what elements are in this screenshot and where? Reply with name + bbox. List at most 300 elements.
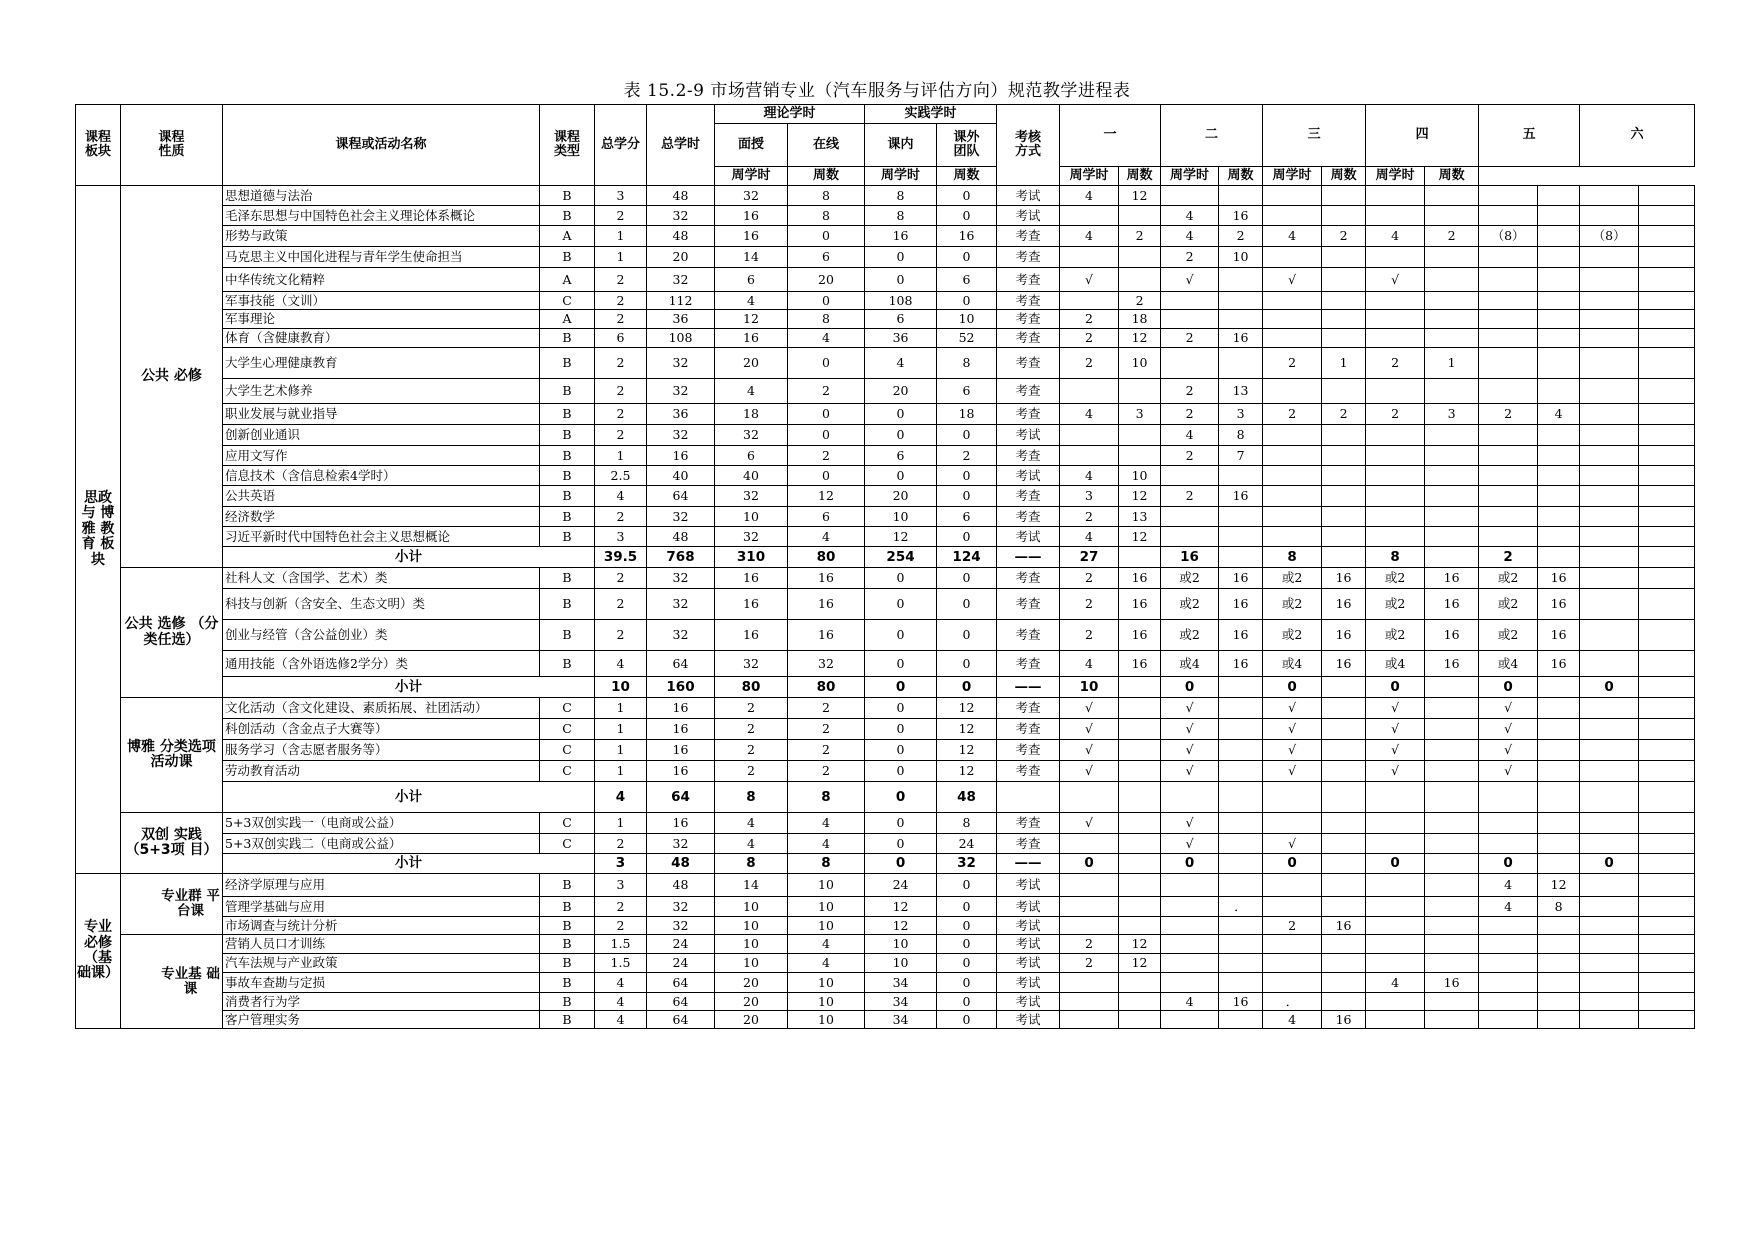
sem2-weekly-hours: 4 xyxy=(1161,993,1219,1011)
total-hours: 64 xyxy=(647,782,715,813)
face-hours: 20 xyxy=(715,1011,788,1029)
course-name: 创业与经管（含公益创业）类 xyxy=(223,620,540,651)
total-hours: 40 xyxy=(647,466,715,486)
sem1-weeks: 2 xyxy=(1119,226,1161,247)
course-name: 军事技能（文训） xyxy=(223,292,540,310)
sem3-weekly-hours: √ xyxy=(1263,761,1322,782)
course-type: C xyxy=(540,719,595,740)
sem3-weekly-hours xyxy=(1263,527,1322,547)
exam-method: 考查 xyxy=(997,698,1060,719)
sem2-weeks xyxy=(1219,547,1263,568)
sem1-weekly-hours: 2 xyxy=(1060,507,1119,527)
inclass-hours: 0 xyxy=(865,620,937,651)
sem3-weekly-hours: 8 xyxy=(1263,547,1322,568)
sem1-weeks: 18 xyxy=(1119,310,1161,329)
sem1-weeks: 12 xyxy=(1119,954,1161,973)
sem1-weekly-hours xyxy=(1060,897,1119,917)
header-sem3-weekly-hours: 周学时 xyxy=(1060,167,1119,186)
table-row xyxy=(76,651,1695,677)
sem4-weeks: 16 xyxy=(1425,589,1479,620)
course-name: 科创活动（含金点子大赛等） xyxy=(223,719,540,740)
sem5-weekly-hours xyxy=(1479,329,1538,348)
course-type: B xyxy=(540,589,595,620)
sem4-weekly-hours: 或2 xyxy=(1366,568,1425,589)
sem6-weekly-hours xyxy=(1580,761,1639,782)
inclass-hours: 10 xyxy=(865,507,937,527)
course-name: 形势与政策 xyxy=(223,226,540,247)
sem2-weeks xyxy=(1219,698,1263,719)
sem6-weeks xyxy=(1639,379,1695,404)
sem6-weeks xyxy=(1639,834,1695,854)
sem5-weekly-hours xyxy=(1479,247,1538,268)
course-name: 中华传统文化精粹 xyxy=(223,268,540,292)
sem3-weeks xyxy=(1322,186,1366,206)
sem4-weekly-hours: 或2 xyxy=(1366,620,1425,651)
total-hours: 16 xyxy=(647,813,715,834)
course-type: C xyxy=(540,761,595,782)
sem6-weekly-hours xyxy=(1580,620,1639,651)
sem3-weekly-hours xyxy=(1263,486,1322,507)
sem2-weekly-hours: 4 xyxy=(1161,425,1219,446)
exam-method: 考查 xyxy=(997,310,1060,329)
sem2-weekly-hours xyxy=(1161,186,1219,206)
total-hours: 64 xyxy=(647,486,715,507)
sem5-weeks: 8 xyxy=(1538,897,1580,917)
total-hours: 32 xyxy=(647,568,715,589)
sem2-weeks xyxy=(1219,268,1263,292)
sem4-weekly-hours xyxy=(1366,813,1425,834)
sem1-weekly-hours xyxy=(1060,206,1119,226)
sem3-weeks: 1 xyxy=(1322,348,1366,379)
sem6-weeks xyxy=(1639,247,1695,268)
sem5-weeks: 4 xyxy=(1538,404,1580,425)
exam-method: 考试 xyxy=(997,973,1060,993)
sem3-weeks: 16 xyxy=(1322,651,1366,677)
face-hours: 10 xyxy=(715,954,788,973)
sem1-weekly-hours xyxy=(1060,292,1119,310)
sem5-weeks xyxy=(1538,719,1580,740)
sem6-weekly-hours xyxy=(1580,935,1639,954)
face-hours: 80 xyxy=(715,677,788,698)
sem2-weekly-hours: 2 xyxy=(1161,379,1219,404)
exam-method: 考试 xyxy=(997,466,1060,486)
sem1-weekly-hours: 2 xyxy=(1060,620,1119,651)
sem1-weeks xyxy=(1119,379,1161,404)
sem6-weekly-hours xyxy=(1580,310,1639,329)
sem6-weeks xyxy=(1639,954,1695,973)
sem5-weekly-hours: （8） xyxy=(1479,226,1538,247)
sem4-weeks xyxy=(1425,379,1479,404)
inclass-hours: 254 xyxy=(865,547,937,568)
total-hours: 16 xyxy=(647,761,715,782)
extra-team-hours: 12 xyxy=(937,719,997,740)
online-hours: 4 xyxy=(788,954,865,973)
extra-team-hours: 0 xyxy=(937,292,997,310)
table-row xyxy=(76,329,1695,348)
credits: 1 xyxy=(595,813,647,834)
total-hours: 768 xyxy=(647,547,715,568)
sem4-weekly-hours xyxy=(1366,834,1425,854)
exam-method: 考查 xyxy=(997,651,1060,677)
credits: 3 xyxy=(595,874,647,897)
extra-team-hours: 124 xyxy=(937,547,997,568)
sem2-weeks xyxy=(1219,935,1263,954)
online-hours: 0 xyxy=(788,226,865,247)
course-type: B xyxy=(540,379,595,404)
course-type: C xyxy=(540,834,595,854)
sem5-weeks xyxy=(1538,226,1580,247)
sem3-weeks xyxy=(1322,874,1366,897)
online-hours: 20 xyxy=(788,268,865,292)
total-hours: 64 xyxy=(647,993,715,1011)
sem1-weekly-hours xyxy=(1060,247,1119,268)
sem5-weeks xyxy=(1538,954,1580,973)
inclass-hours: 10 xyxy=(865,954,937,973)
inclass-hours: 12 xyxy=(865,917,937,935)
sem6-weekly-hours xyxy=(1580,973,1639,993)
sem5-weekly-hours xyxy=(1479,813,1538,834)
sem5-weekly-hours xyxy=(1479,993,1538,1011)
total-hours: 48 xyxy=(647,854,715,874)
online-hours: 16 xyxy=(788,620,865,651)
sem5-weeks: 16 xyxy=(1538,589,1580,620)
sem6-weeks xyxy=(1639,425,1695,446)
sem3-weeks xyxy=(1322,677,1366,698)
face-hours: 6 xyxy=(715,268,788,292)
inclass-hours: 0 xyxy=(865,247,937,268)
sem6-weekly-hours xyxy=(1580,782,1639,813)
sem1-weekly-hours: √ xyxy=(1060,268,1119,292)
sem6-weekly-hours xyxy=(1580,993,1639,1011)
sem5-weeks xyxy=(1538,507,1580,527)
sem4-weeks xyxy=(1425,186,1479,206)
sem4-weeks xyxy=(1425,292,1479,310)
sem6-weekly-hours xyxy=(1580,874,1639,897)
extra-team-hours: 0 xyxy=(937,651,997,677)
sem5-weeks: 12 xyxy=(1538,874,1580,897)
sem2-weeks xyxy=(1219,854,1263,874)
face-hours: 4 xyxy=(715,379,788,404)
sem2-weeks: 16 xyxy=(1219,486,1263,507)
sem2-weeks: 16 xyxy=(1219,620,1263,651)
sem1-weekly-hours: 4 xyxy=(1060,466,1119,486)
course-type: B xyxy=(540,973,595,993)
sem4-weekly-hours xyxy=(1366,206,1425,226)
header-sem1-weeks: 周数 xyxy=(788,167,865,186)
sem4-weeks xyxy=(1425,761,1479,782)
face-hours: 16 xyxy=(715,329,788,348)
sem6-weekly-hours xyxy=(1580,206,1639,226)
sem1-weeks xyxy=(1119,813,1161,834)
sem2-weekly-hours: 2 xyxy=(1161,404,1219,425)
face-hours: 10 xyxy=(715,507,788,527)
sem6-weeks xyxy=(1639,897,1695,917)
sem3-weeks xyxy=(1322,507,1366,527)
sem5-weekly-hours xyxy=(1479,425,1538,446)
header-semester-2: 二 xyxy=(1161,105,1263,167)
credits: 1 xyxy=(595,446,647,466)
course-name: 职业发展与就业指导 xyxy=(223,404,540,425)
sem2-weeks: 16 xyxy=(1219,651,1263,677)
header-face: 面授 xyxy=(715,124,788,167)
credits: 2 xyxy=(595,268,647,292)
table-row xyxy=(76,954,1695,973)
sem4-weeks xyxy=(1425,874,1479,897)
sem4-weeks xyxy=(1425,698,1479,719)
table-row xyxy=(76,507,1695,527)
online-hours: 8 xyxy=(788,854,865,874)
sem6-weeks xyxy=(1639,527,1695,547)
sem6-weekly-hours xyxy=(1580,813,1639,834)
sem6-weeks xyxy=(1639,917,1695,935)
sem3-weekly-hours xyxy=(1263,186,1322,206)
course-name: 社科人文（含国学、艺术）类 xyxy=(223,568,540,589)
sem6-weeks xyxy=(1639,620,1695,651)
extra-team-hours: 48 xyxy=(937,782,997,813)
online-hours: 4 xyxy=(788,935,865,954)
sem6-weekly-hours xyxy=(1580,486,1639,507)
inclass-hours: 0 xyxy=(865,740,937,761)
sem1-weeks xyxy=(1119,698,1161,719)
extra-team-hours: 0 xyxy=(937,954,997,973)
table-row xyxy=(76,486,1695,507)
extra-team-hours: 0 xyxy=(937,935,997,954)
face-hours: 4 xyxy=(715,292,788,310)
header-exam: 考核 方式 xyxy=(997,105,1060,186)
sem6-weeks xyxy=(1639,1011,1695,1029)
sem4-weekly-hours xyxy=(1366,425,1425,446)
sem1-weekly-hours: 2 xyxy=(1060,954,1119,973)
sem3-weekly-hours xyxy=(1263,782,1322,813)
sem4-weekly-hours xyxy=(1366,954,1425,973)
course-type: B xyxy=(540,527,595,547)
table-row xyxy=(76,973,1695,993)
extra-team-hours: 0 xyxy=(937,186,997,206)
face-hours: 32 xyxy=(715,486,788,507)
sem2-weekly-hours xyxy=(1161,897,1219,917)
exam-method: 考查 xyxy=(997,268,1060,292)
exam-method: 考查 xyxy=(997,404,1060,425)
credits: 4 xyxy=(595,651,647,677)
credits: 2 xyxy=(595,507,647,527)
sem3-weeks: 16 xyxy=(1322,620,1366,651)
sem5-weeks: 16 xyxy=(1538,568,1580,589)
sem6-weeks xyxy=(1639,813,1695,834)
sem1-weekly-hours xyxy=(1060,993,1119,1011)
course-type: B xyxy=(540,917,595,935)
inclass-hours: 0 xyxy=(865,466,937,486)
header-module: 课程 板块 xyxy=(76,105,121,186)
face-hours: 32 xyxy=(715,186,788,206)
sem5-weekly-hours xyxy=(1479,186,1538,206)
sem6-weekly-hours xyxy=(1580,740,1639,761)
sem6-weekly-hours xyxy=(1580,379,1639,404)
course-name: 思想道德与法治 xyxy=(223,186,540,206)
exam-method: 考试 xyxy=(997,1011,1060,1029)
sem2-weekly-hours: 或2 xyxy=(1161,620,1219,651)
sem2-weekly-hours xyxy=(1161,954,1219,973)
credits: 1 xyxy=(595,698,647,719)
face-hours: 4 xyxy=(715,834,788,854)
online-hours: 10 xyxy=(788,897,865,917)
sem5-weeks xyxy=(1538,834,1580,854)
sem6-weeks xyxy=(1639,507,1695,527)
sem4-weeks xyxy=(1425,782,1479,813)
online-hours: 4 xyxy=(788,329,865,348)
sem6-weeks xyxy=(1639,719,1695,740)
online-hours: 0 xyxy=(788,348,865,379)
sem4-weeks: 16 xyxy=(1425,651,1479,677)
sem1-weekly-hours: 4 xyxy=(1060,527,1119,547)
sem4-weeks: 1 xyxy=(1425,348,1479,379)
face-hours: 32 xyxy=(715,425,788,446)
course-type: B xyxy=(540,897,595,917)
table-row xyxy=(76,719,1695,740)
inclass-hours: 6 xyxy=(865,310,937,329)
credits: 2 xyxy=(595,897,647,917)
credits: 2 xyxy=(595,310,647,329)
subtotal-label: 小计 xyxy=(223,547,595,568)
credits: 6 xyxy=(595,329,647,348)
inclass-hours: 0 xyxy=(865,834,937,854)
exam-method: 考查 xyxy=(997,740,1060,761)
credits: 2 xyxy=(595,292,647,310)
header-sem2-weeks: 周数 xyxy=(937,167,997,186)
sem1-weekly-hours xyxy=(1060,973,1119,993)
nature-boya-activities: 博雅 分类选项 活动课 xyxy=(121,698,223,813)
sem4-weekly-hours: 0 xyxy=(1366,854,1425,874)
sem3-weeks: 16 xyxy=(1322,917,1366,935)
online-hours: 2 xyxy=(788,698,865,719)
sem6-weekly-hours xyxy=(1580,834,1639,854)
header-sem1-weekly-hours: 周学时 xyxy=(715,167,788,186)
sem1-weekly-hours xyxy=(1060,917,1119,935)
online-hours: 0 xyxy=(788,425,865,446)
sem6-weeks xyxy=(1639,206,1695,226)
sem1-weeks: 16 xyxy=(1119,651,1161,677)
sem6-weeks xyxy=(1639,740,1695,761)
sem2-weekly-hours: 0 xyxy=(1161,854,1219,874)
document-title: 表 15.2-9 市场营销专业（汽车服务与评估方向）规范教学进程表 xyxy=(623,81,1131,101)
credits: 2 xyxy=(595,620,647,651)
sem3-weeks xyxy=(1322,719,1366,740)
inclass-hours: 24 xyxy=(865,874,937,897)
total-hours: 32 xyxy=(647,425,715,446)
extra-team-hours: 0 xyxy=(937,466,997,486)
sem1-weeks: 12 xyxy=(1119,329,1161,348)
online-hours: 2 xyxy=(788,740,865,761)
course-type: B xyxy=(540,404,595,425)
sem3-weekly-hours xyxy=(1263,466,1322,486)
sem5-weeks xyxy=(1538,329,1580,348)
online-hours: 16 xyxy=(788,589,865,620)
sem1-weekly-hours: 2 xyxy=(1060,310,1119,329)
credits: 2.5 xyxy=(595,466,647,486)
sem3-weeks xyxy=(1322,486,1366,507)
sem3-weeks xyxy=(1322,466,1366,486)
sem2-weekly-hours: 或4 xyxy=(1161,651,1219,677)
sem5-weekly-hours xyxy=(1479,486,1538,507)
table-row xyxy=(76,698,1695,719)
table-row xyxy=(76,379,1695,404)
total-hours: 24 xyxy=(647,935,715,954)
sem5-weeks xyxy=(1538,917,1580,935)
sem2-weeks xyxy=(1219,917,1263,935)
sem3-weeks: 2 xyxy=(1322,404,1366,425)
sem4-weekly-hours xyxy=(1366,186,1425,206)
sem4-weeks xyxy=(1425,446,1479,466)
inclass-hours: 8 xyxy=(865,186,937,206)
extra-team-hours: 0 xyxy=(937,620,997,651)
sem4-weekly-hours xyxy=(1366,379,1425,404)
sem4-weekly-hours xyxy=(1366,897,1425,917)
sem6-weekly-hours xyxy=(1580,348,1639,379)
sem6-weekly-hours xyxy=(1580,568,1639,589)
table-row xyxy=(76,268,1695,292)
exam-method: —— xyxy=(997,547,1060,568)
header-semester-3: 三 xyxy=(1263,105,1366,167)
sem4-weeks xyxy=(1425,993,1479,1011)
sem1-weekly-hours xyxy=(1060,834,1119,854)
sem1-weekly-hours: 0 xyxy=(1060,854,1119,874)
sem6-weeks xyxy=(1639,651,1695,677)
sem6-weekly-hours xyxy=(1580,547,1639,568)
exam-method: 考查 xyxy=(997,292,1060,310)
credits: 4 xyxy=(595,993,647,1011)
sem3-weekly-hours xyxy=(1263,379,1322,404)
sem3-weekly-hours: 2 xyxy=(1263,404,1322,425)
sem2-weeks xyxy=(1219,973,1263,993)
sem1-weeks xyxy=(1119,677,1161,698)
sem5-weeks xyxy=(1538,547,1580,568)
sem2-weekly-hours xyxy=(1161,874,1219,897)
total-hours: 32 xyxy=(647,206,715,226)
extra-team-hours: 0 xyxy=(937,486,997,507)
sem1-weeks: 12 xyxy=(1119,935,1161,954)
course-name: 经济学原理与应用 xyxy=(223,874,540,897)
sem6-weekly-hours xyxy=(1580,1011,1639,1029)
sem3-weekly-hours xyxy=(1263,897,1322,917)
extra-team-hours: 6 xyxy=(937,507,997,527)
course-name: 毛泽东思想与中国特色社会主义理论体系概论 xyxy=(223,206,540,226)
sem3-weeks xyxy=(1322,310,1366,329)
total-hours: 64 xyxy=(647,1011,715,1029)
sem1-weeks xyxy=(1119,897,1161,917)
sem3-weeks xyxy=(1322,547,1366,568)
sem3-weekly-hours xyxy=(1263,507,1322,527)
sem4-weekly-hours: √ xyxy=(1366,268,1425,292)
sem3-weeks xyxy=(1322,954,1366,973)
sem3-weeks xyxy=(1322,206,1366,226)
sem1-weekly-hours: √ xyxy=(1060,761,1119,782)
sem1-weekly-hours xyxy=(1060,874,1119,897)
table-row xyxy=(76,620,1695,651)
sem6-weeks xyxy=(1639,486,1695,507)
table-row xyxy=(76,292,1695,310)
table-row xyxy=(76,425,1695,446)
sem2-weekly-hours xyxy=(1161,310,1219,329)
extra-team-hours: 0 xyxy=(937,206,997,226)
sem4-weeks xyxy=(1425,917,1479,935)
sem2-weeks xyxy=(1219,310,1263,329)
sem1-weeks xyxy=(1119,782,1161,813)
sem6-weekly-hours xyxy=(1580,917,1639,935)
course-type: C xyxy=(540,292,595,310)
header-type: 课程 类型 xyxy=(540,105,595,186)
total-hours: 32 xyxy=(647,834,715,854)
sem3-weekly-hours: 或4 xyxy=(1263,651,1322,677)
sem6-weeks xyxy=(1639,589,1695,620)
